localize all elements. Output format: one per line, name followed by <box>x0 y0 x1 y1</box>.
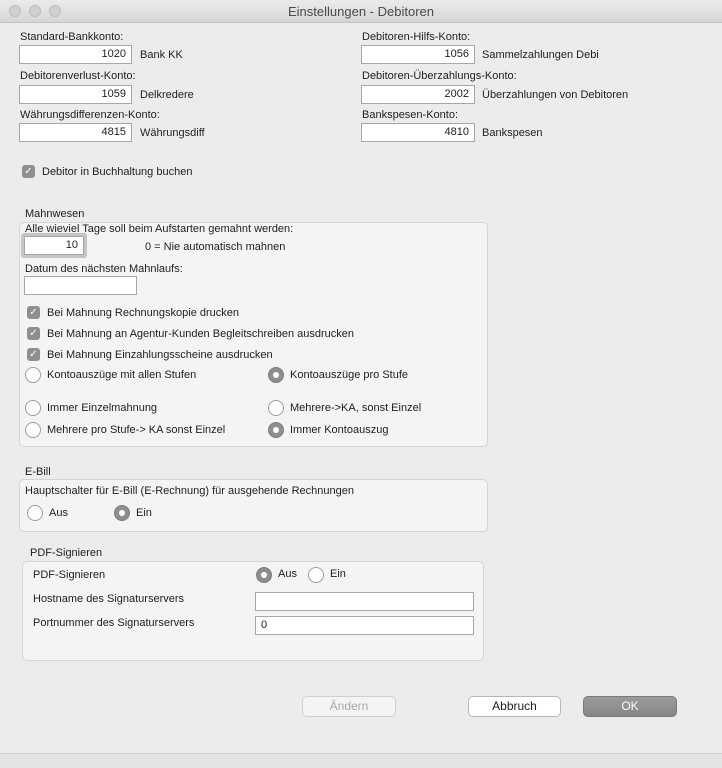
debitoren-hilfs-label: Debitoren-Hilfs-Konto: <box>362 31 471 43</box>
mahn-days-field[interactable]: 10 <box>24 236 84 255</box>
radio-pdf-ein[interactable] <box>308 567 324 583</box>
rechnungskopie-checkbox[interactable]: ✓ <box>27 306 40 319</box>
debitoren-hilfs-desc: Sammelzahlungen Debi <box>482 49 599 61</box>
kontoauszuege-alle-label: Kontoauszüge mit allen Stufen <box>47 369 197 381</box>
waehrungsdifferenzen-desc: Währungsdiff <box>140 127 205 139</box>
debitorenverlust-desc: Delkredere <box>140 89 194 101</box>
einzahlungsscheine-label: Bei Mahnung Einzahlungsscheine ausdrucken <box>47 349 273 361</box>
radio-mehrere-ka[interactable] <box>268 400 284 416</box>
ok-button[interactable]: OK <box>583 696 677 717</box>
portnummer-field[interactable]: 0 <box>255 616 474 635</box>
begleitschreiben-label: Bei Mahnung an Agentur-Kunden Begleitschreiben ausdrucken <box>47 328 354 340</box>
abbruch-button[interactable]: Abbruch <box>468 696 561 717</box>
ueberzahlungs-konto-field[interactable]: 2002 <box>361 85 475 104</box>
standard-bankkonto-desc: Bank KK <box>140 49 183 61</box>
next-mahnlauf-label: Datum des nächsten Mahnlaufs: <box>25 263 183 275</box>
begleitschreiben-checkbox[interactable]: ✓ <box>27 327 40 340</box>
radio-kontoauszuege-pro-stufe[interactable] <box>268 367 284 383</box>
immer-kontoauszug-label: Immer Kontoauszug <box>290 424 389 436</box>
window-title: Einstellungen - Debitoren <box>288 4 434 19</box>
ebill-aus-label: Aus <box>49 507 68 519</box>
bankspesen-konto-desc: Bankspesen <box>482 127 543 139</box>
rechnungskopie-label: Bei Mahnung Rechnungskopie drucken <box>47 307 240 319</box>
kontoauszuege-pro-stufe-label: Kontoauszüge pro Stufe <box>290 369 409 381</box>
einzahlungsscheine-checkbox[interactable]: ✓ <box>27 348 40 361</box>
title-bar <box>0 0 722 23</box>
radio-ebill-ein[interactable] <box>114 505 130 521</box>
mahn-days-hint: 0 = Nie automatisch mahnen <box>145 241 286 253</box>
debitorenverlust-field[interactable]: 1059 <box>19 85 132 104</box>
ebill-section-title: E-Bill <box>25 466 51 478</box>
standard-bankkonto-field[interactable]: 1020 <box>19 45 132 64</box>
debitorenverlust-label: Debitorenverlust-Konto: <box>20 70 136 82</box>
radio-mehrere-pro-stufe[interactable] <box>25 422 41 438</box>
buchhaltung-checkbox[interactable]: ✓ <box>22 165 35 178</box>
bankspesen-konto-label: Bankspesen-Konto: <box>362 109 459 121</box>
waehrungsdifferenzen-label: Währungsdifferenzen-Konto: <box>20 109 160 121</box>
radio-immer-kontoauszug[interactable] <box>268 422 284 438</box>
mahnwesen-section-title: Mahnwesen <box>25 208 85 220</box>
radio-ebill-aus[interactable] <box>27 505 43 521</box>
mehrere-ka-label: Mehrere->KA, sonst Einzel <box>290 402 422 414</box>
radio-pdf-aus[interactable] <box>256 567 272 583</box>
debitoren-hilfs-field[interactable]: 1056 <box>361 45 475 64</box>
standard-bankkonto-label: Standard-Bankkonto: <box>20 31 124 43</box>
pdf-section-title: PDF-Signieren <box>30 547 103 559</box>
pdf-aus-label: Aus <box>278 568 297 580</box>
radio-immer-einzelmahnung[interactable] <box>25 400 41 416</box>
ebill-desc: Hauptschalter für E-Bill (E-Rechnung) für ausgehende Rechnungen <box>25 485 354 497</box>
ueberzahlungs-konto-label: Debitoren-Überzahlungs-Konto: <box>362 70 517 82</box>
hostname-label: Hostname des Signaturservers <box>33 593 185 605</box>
immer-einzelmahnung-label: Immer Einzelmahnung <box>47 402 158 414</box>
pdf-ein-label: Ein <box>330 568 346 580</box>
window-bottom-bar <box>0 753 722 768</box>
buchhaltung-label: Debitor in Buchhaltung buchen <box>42 166 193 178</box>
mahn-days-label: Alle wieviel Tage soll beim Aufstarten gemahnt werden: <box>25 223 294 235</box>
ueberzahlungs-konto-desc: Überzahlungen von Debitoren <box>482 89 629 101</box>
aendern-button[interactable]: Ändern <box>302 696 396 717</box>
bankspesen-konto-field[interactable]: 4810 <box>361 123 475 142</box>
next-mahnlauf-field[interactable] <box>24 276 137 295</box>
pdf-signieren-label: PDF-Signieren <box>33 569 106 581</box>
radio-kontoauszuege-alle[interactable] <box>25 367 41 383</box>
hostname-field[interactable] <box>255 592 474 611</box>
ebill-ein-label: Ein <box>136 507 152 519</box>
mehrere-pro-stufe-label: Mehrere pro Stufe-> KA sonst Einzel <box>47 424 226 436</box>
waehrungsdifferenzen-field[interactable]: 4815 <box>19 123 132 142</box>
portnummer-label: Portnummer des Signaturservers <box>33 617 195 629</box>
